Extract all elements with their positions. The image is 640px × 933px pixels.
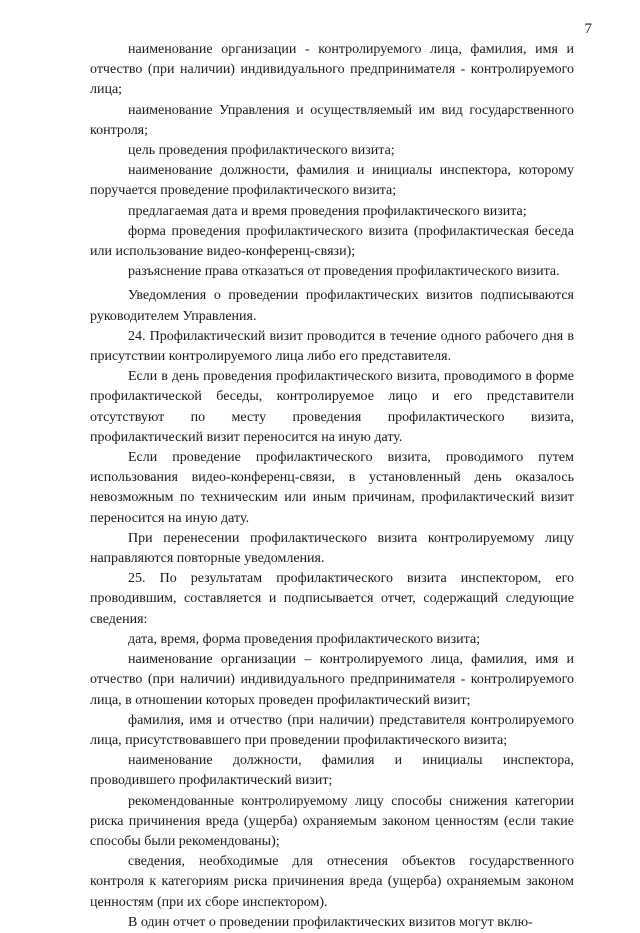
paragraph-13: 25. По результатам профилактического визита инспектором, его проводившим, составляется и подписывается отчет, содержащий следующие сведения:	[90, 571, 574, 627]
paragraph-20: В один отчет о проведении профилактических визитов могут вклю-	[128, 914, 533, 930]
document-body	[90, 40, 574, 933]
page-number: 7	[584, 21, 592, 37]
paragraph-6: форма проведения профилактического визита (профилактическая беседа или использование видео-конференц-связи);	[90, 223, 574, 260]
paragraph-5: предлагаемая дата и время проведения профилактического визита;	[128, 203, 527, 219]
paragraph-17: наименование должности, фамилия и инициалы инспектора, проводившего профилактический визит;	[90, 753, 574, 789]
paragraph-16: фамилия, имя и отчество (при наличии) представителя контролируемого лица, присутствовавшего при проведении профилактического визита;	[90, 712, 574, 748]
paragraph-2: наименование Управления и осуществляемый им вид государственного контроля;	[90, 102, 574, 138]
paragraph-18: рекомендованные контролируемому лицу способы снижения категории риска причинения вреда (ущерба) охраняемым законом ценностям (если такие способы были рекомендованы);	[90, 793, 574, 849]
paragraph-15: наименование организации – контролируемого лица, фамилия, имя и отчество (при наличии) индивидуального предпринимателя - контролируемого лица, в отношении которых проведен профилактический визит;	[90, 652, 574, 708]
paragraph-11: Если проведение профилактического визита, проводимого путем использования видео-конференц-связи, в установленный день оказалось невозможным по техническим или иным причинам, профилактический визит переносится на иную дату.	[90, 450, 574, 526]
paragraph-12: При перенесении профилактического визита контролируемому лицу направляются повторные уведомления.	[90, 530, 574, 567]
paragraph-3: цель проведения профилактического визита;	[128, 143, 395, 159]
paragraph-4: наименование должности, фамилия и инициалы инспектора, которому поручается проведение профилактического визита;	[90, 163, 574, 199]
paragraph-7: разъяснение права отказаться от проведения профилактического визита.	[128, 264, 560, 280]
paragraph-8: Уведомления о проведении профилактических визитов подписываются руководителем Управления.	[90, 288, 574, 324]
paragraph-14: дата, время, форма проведения профилактического визита;	[128, 631, 481, 647]
paragraph-1: наименование организации - контролируемого лица, фамилия, имя и отчество (при наличии) индивидуального предпринимателя - контролируемого лица;	[90, 42, 574, 98]
paragraph-19: сведения, необходимые для отнесения объектов государственного контроля к категориям риска причинения вреда (ущерба) охраняемым законом ценностям (при их сборе инспектором).	[90, 854, 574, 910]
paragraph-9: 24. Профилактический визит проводится в течение одного рабочего дня в присутствии контролируемого лица либо его представителя.	[90, 328, 574, 365]
paragraph-10: Если в день проведения профилактического визита, проводимого в форме профилактической беседы, контролируемое лицо и его представители отсутствуют по месту проведения профилактического визита, профилактический визит переносится на иную дату.	[90, 369, 574, 445]
